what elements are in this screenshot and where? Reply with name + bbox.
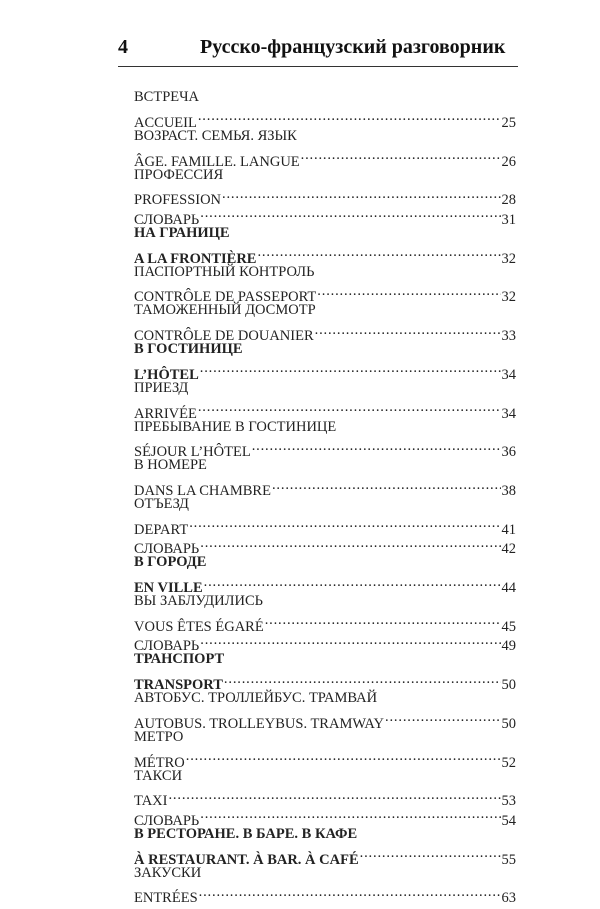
- toc-entry-text: СЛОВАРЬ: [134, 541, 200, 558]
- dot-leader: [198, 398, 501, 417]
- dot-leader: [315, 321, 501, 340]
- toc-entry-text: DEPART: [134, 521, 189, 538]
- toc-entry: [134, 573, 516, 597]
- toc-entry-text: ЗАКУСКИ: [134, 864, 202, 881]
- toc-page-number: 28: [501, 192, 516, 209]
- toc-entry-text: ÂGE. FAMILLE. LANGUE: [134, 153, 300, 170]
- toc-entry-text: ТАКСИ: [134, 767, 183, 784]
- toc-entry-text: SÉJOUR L’HÔTEL: [134, 444, 251, 461]
- toc-entry-text: ТРАНСПОРТ: [134, 651, 225, 668]
- toc-entry-text: В ГОСТИНИЦЕ: [134, 341, 243, 358]
- toc-entry-text: ВОЗРАСТ. СЕМЬЯ. ЯЗЫК: [134, 127, 297, 144]
- toc-entry-text: ПРЕБЫВАНИЕ В ГОСТИНИЦЕ: [134, 418, 337, 435]
- toc-page-number: 32: [501, 250, 516, 267]
- toc-entry-text: VOUS ÊTES ÉGARÉ: [134, 618, 264, 635]
- toc-heading: [134, 553, 516, 572]
- dot-leader: [301, 146, 501, 165]
- toc-heading: [134, 166, 516, 185]
- dot-leader: [186, 747, 501, 766]
- toc-entry-text: СЛОВАРЬ: [134, 812, 200, 829]
- toc-heading: [134, 224, 516, 243]
- dot-leader: [360, 844, 501, 863]
- toc-page-number: 50: [501, 677, 516, 694]
- dot-leader: [272, 476, 501, 495]
- toc-entry-text: СЛОВАРЬ: [134, 638, 200, 655]
- toc-entry-text: L’HÔTEL: [134, 366, 199, 383]
- toc-entry: [134, 359, 516, 383]
- toc-entry: [134, 146, 516, 170]
- toc-heading: [134, 456, 516, 475]
- toc-page-number: 44: [501, 580, 516, 597]
- dot-leader: [385, 709, 500, 728]
- toc-page-number: 52: [501, 754, 516, 771]
- toc-page-number: 33: [501, 328, 516, 345]
- toc-entry: [134, 612, 516, 635]
- toc-heading: [134, 263, 516, 282]
- page-number: 4: [118, 36, 128, 58]
- toc-entry: [134, 747, 516, 771]
- toc-heading: [134, 592, 516, 611]
- toc-entry-text: ВЫ ЗАБЛУДИЛИСЬ: [134, 593, 263, 610]
- toc-entry-text: ТАМОЖЕННЫЙ ДОСМОТР: [134, 302, 316, 319]
- toc-entry-text: TRANSPORT: [134, 677, 223, 694]
- toc-entry-text: DANS LA CHAMBRE: [134, 483, 271, 500]
- toc-entry: [134, 670, 516, 694]
- toc-entry-text: A LA FRONTIÈRE: [134, 250, 257, 267]
- toc-entry-text: АВТОБУС. ТРОЛЛЕЙБУС. ТРАМВАЙ: [134, 690, 378, 707]
- toc-heading: [134, 825, 516, 844]
- toc-page-number: 63: [501, 890, 516, 907]
- dot-leader: [200, 631, 500, 650]
- toc-entry-text: AUTOBUS. TROLLEYBUS. TRAMWAY: [134, 715, 385, 732]
- toc-entry-text: В РЕСТОРАНЕ. В БАРЕ. В КАФЕ: [134, 825, 358, 842]
- toc-page-number: 41: [501, 521, 516, 538]
- toc-entry-text: ПРОФЕССИЯ: [134, 166, 224, 183]
- dot-leader: [200, 805, 500, 824]
- running-title: Русско-французский разговорник: [200, 36, 506, 58]
- toc-page-number: 54: [501, 812, 516, 829]
- toc-page-number: 32: [501, 289, 516, 306]
- toc-entry: [134, 243, 516, 267]
- toc-entry: [134, 476, 516, 500]
- toc-entry-text: CONTRÔLE DE DOUANIER: [134, 328, 314, 345]
- toc-entry-text: МЕТРО: [134, 728, 184, 745]
- dot-leader: [265, 612, 501, 631]
- table-of-contents: [134, 88, 516, 907]
- toc-entry-text: ВСТРЕЧА: [134, 89, 200, 105]
- toc-entry: [134, 709, 516, 732]
- toc-entry-text: В НОМЕРЕ: [134, 457, 207, 474]
- toc-heading: [134, 418, 516, 437]
- toc-heading: [134, 689, 516, 708]
- toc-page-number: 53: [501, 793, 516, 810]
- toc-entry-text: НА ГРАНИЦЕ: [134, 224, 230, 241]
- dot-leader: [224, 670, 501, 689]
- toc-entry: [134, 805, 516, 829]
- toc-heading: [134, 301, 516, 320]
- toc-heading: [134, 127, 516, 146]
- toc-heading: [134, 650, 516, 669]
- toc-entry-text: EN VILLE: [134, 580, 203, 597]
- toc-heading: [134, 88, 516, 107]
- toc-page-number: 34: [501, 405, 516, 422]
- toc-entry-text: ПАСПОРТНЫЙ КОНТРОЛЬ: [134, 263, 315, 280]
- toc-entry-text: TAXI: [134, 793, 168, 810]
- toc-entry: [134, 185, 516, 209]
- toc-entry-text: ARRIVÉE: [134, 405, 197, 422]
- dot-leader: [317, 282, 500, 301]
- toc-entry: [134, 883, 516, 907]
- dot-leader: [222, 185, 500, 204]
- toc-entry: [134, 515, 516, 538]
- toc-entry-text: СЛОВАРЬ: [134, 211, 200, 228]
- dot-leader: [257, 243, 500, 262]
- dot-leader: [200, 204, 500, 223]
- toc-page-number: 45: [501, 618, 516, 635]
- toc-entry-text: PROFESSION: [134, 192, 222, 209]
- toc-page-number: 34: [501, 366, 516, 383]
- toc-entry-text: À RESTAURANT. À BAR. À CAFÉ: [134, 851, 359, 868]
- toc-entry: [134, 398, 516, 422]
- toc-heading: [134, 767, 516, 786]
- toc-entry: [134, 534, 516, 558]
- dot-leader: [204, 573, 501, 592]
- toc-entry: [134, 282, 516, 306]
- toc-page-number: 36: [501, 444, 516, 461]
- toc-page-number: 31: [501, 211, 516, 228]
- dot-leader: [198, 107, 501, 126]
- toc-heading: [134, 340, 516, 359]
- toc-page-number: 49: [501, 638, 516, 655]
- toc-entry-text: MÉTRO: [134, 754, 185, 771]
- toc-entry-text: CONTRÔLE DE PASSEPORT: [134, 289, 317, 306]
- dot-leader: [168, 786, 500, 805]
- dot-leader: [189, 515, 500, 534]
- toc-page-number: 26: [501, 153, 516, 170]
- toc-entry-text: ACCUEIL: [134, 114, 197, 131]
- toc-entry-text: В ГОРОДЕ: [134, 554, 207, 571]
- toc-entry: [134, 786, 516, 810]
- toc-page-number: 55: [501, 851, 516, 868]
- toc-page-number: 38: [501, 483, 516, 500]
- dot-leader: [200, 359, 501, 378]
- toc-entry: [134, 321, 516, 345]
- toc-entry-text: ОТЪЕЗД: [134, 496, 189, 513]
- toc-page-number: 25: [501, 114, 516, 131]
- toc-entry: [134, 107, 516, 131]
- toc-page-number: 42: [501, 541, 516, 558]
- dot-leader: [199, 883, 501, 902]
- dot-leader: [200, 534, 500, 553]
- header-rule: [118, 66, 518, 67]
- toc-entry-text: ENTRÉES: [134, 890, 198, 907]
- toc-entry: [134, 844, 516, 868]
- toc-entry: [134, 437, 516, 461]
- dot-leader: [252, 437, 501, 456]
- toc-page-number: 50: [501, 715, 516, 732]
- page-header: [118, 36, 518, 64]
- toc-entry-text: ПРИЕЗД: [134, 379, 189, 396]
